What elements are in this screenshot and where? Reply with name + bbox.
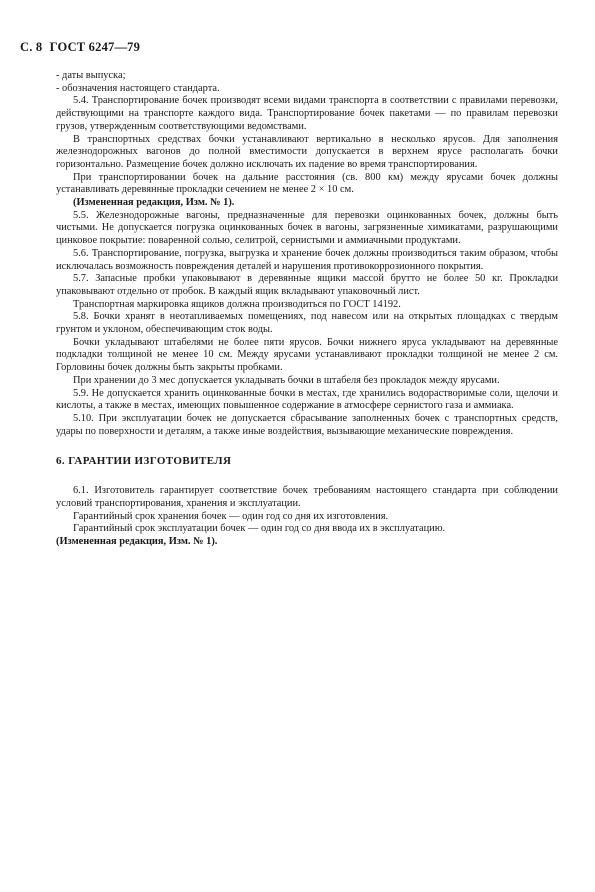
- list-item: - даты выпуска;: [56, 70, 126, 81]
- paragraph: Бочки укладывают штабелями не более пяти ярусов. Бочки нижнего яруса укладывают на деревянные подкладки толщиной не менее 10 см. Между ярусами устанавливают прокладки толщиной не менее 2 см. Горловины бочек должны быть закрыты пробками.: [56, 336, 558, 374]
- list-item: - обозначения настоящего стандарта.: [56, 82, 220, 94]
- paragraph: В транспортных средствах бочки устанавливают вертикально в несколько ярусов. Для заполнения железнодорожных вагонов до полной вместимости допускается в верхнем ярусе располагать бочки горизонтально. Размещение бочек должно исключать их падение во время транспортирования.: [56, 133, 558, 170]
- paragraph: Транспортная маркировка ящиков должна производиться по ГОСТ 14192.: [73, 298, 401, 310]
- paragraph: При транспортировании бочек на дальние расстояния (св. 800 км) между ярусами бочек должны устанавливать деревянные прокладки сечением не менее 2 × 10 см.: [56, 171, 558, 196]
- page-number: С. 8: [20, 40, 43, 54]
- paragraph-6-1: 6.1. Изготовитель гарантирует соответствие бочек требованиям настоящего стандарта при соблюдении условий транспортирования, хранения и эксплуатации.: [56, 485, 558, 509]
- paragraph: При хранении до 3 мес допускается укладывать бочки в штабеля без прокладок между ярусами.: [73, 374, 500, 386]
- standard-designation: ГОСТ 6247—79: [49, 40, 141, 54]
- paragraph-5-7: 5.7. Запасные пробки упаковывают в деревянные ящики массой брутто не более 50 кг. Прокладки упаковывают отдельно от пробок. В каждый ящик вкладывают упаковочный лист.: [56, 273, 558, 297]
- paragraph: Гарантийный срок эксплуатации бочек — один год со дня ввода их в эксплуатацию.: [73, 523, 446, 535]
- amendment-note: (Измененная редакция, Изм. № 1).: [73, 197, 235, 209]
- document-body: [56, 70, 558, 549]
- paragraph-5-8: 5.8. Бочки хранят в неотапливаемых помещениях, под навесом или на открытых площадках с твердым грунтом и уклоном, обеспечивающим сток воды.: [56, 311, 558, 336]
- paragraph-5-6: 5.6. Транспортирование, погрузка, выгрузка и хранение бочек должны производиться таким образом, чтобы исключалась возможность повреждения деталей и нарушения противокоррозионного покрытия.: [56, 247, 558, 272]
- paragraph-5-10: 5.10. При эксплуатации бочек не допускается сбрасывание заполненных бочек с транспортных средств, удары по поверхности и деталям, а также иные воздействия, вызывающие механические повреждения.: [56, 412, 558, 437]
- paragraph-5-5: 5.5. Железнодорожные вагоны, предназначенные для перевозки оцинкованных бочек, должны быть чистыми. Не допускается погрузка оцинкованных бочек в вагоны, загрязненные химикатами, разрушающими цинковое покрытие: поваренной солью, селитрой, сернистыми и аммиачными продуктами.: [56, 209, 558, 247]
- paragraph-5-9: 5.9. Не допускается хранить оцинкованные бочки в местах, где хранились водорастворимые соли, щелочи и кислоты, а также в местах, имеющих повышенное содержание в атмосфере сернистого газа и аммиака.: [56, 387, 558, 412]
- paragraph-5-4: 5.4. Транспортирование бочек производят всеми видами транспорта в соответствии с правилами перевозки, действующими на транспорте каждого вида. Транспортирование бочек пакетами — по правилам перевозки грузов, утвержденным соответствующими ведомствами.: [56, 95, 558, 132]
- section-title: 6. ГАРАНТИИ ИЗГОТОВИТЕЛЯ: [56, 455, 232, 468]
- page-header: [20, 40, 140, 55]
- amendment-note: (Измененная редакция, Изм. № 1).: [56, 535, 218, 547]
- paragraph: Гарантийный срок хранения бочек — один год со дня их изготовления.: [73, 510, 389, 522]
